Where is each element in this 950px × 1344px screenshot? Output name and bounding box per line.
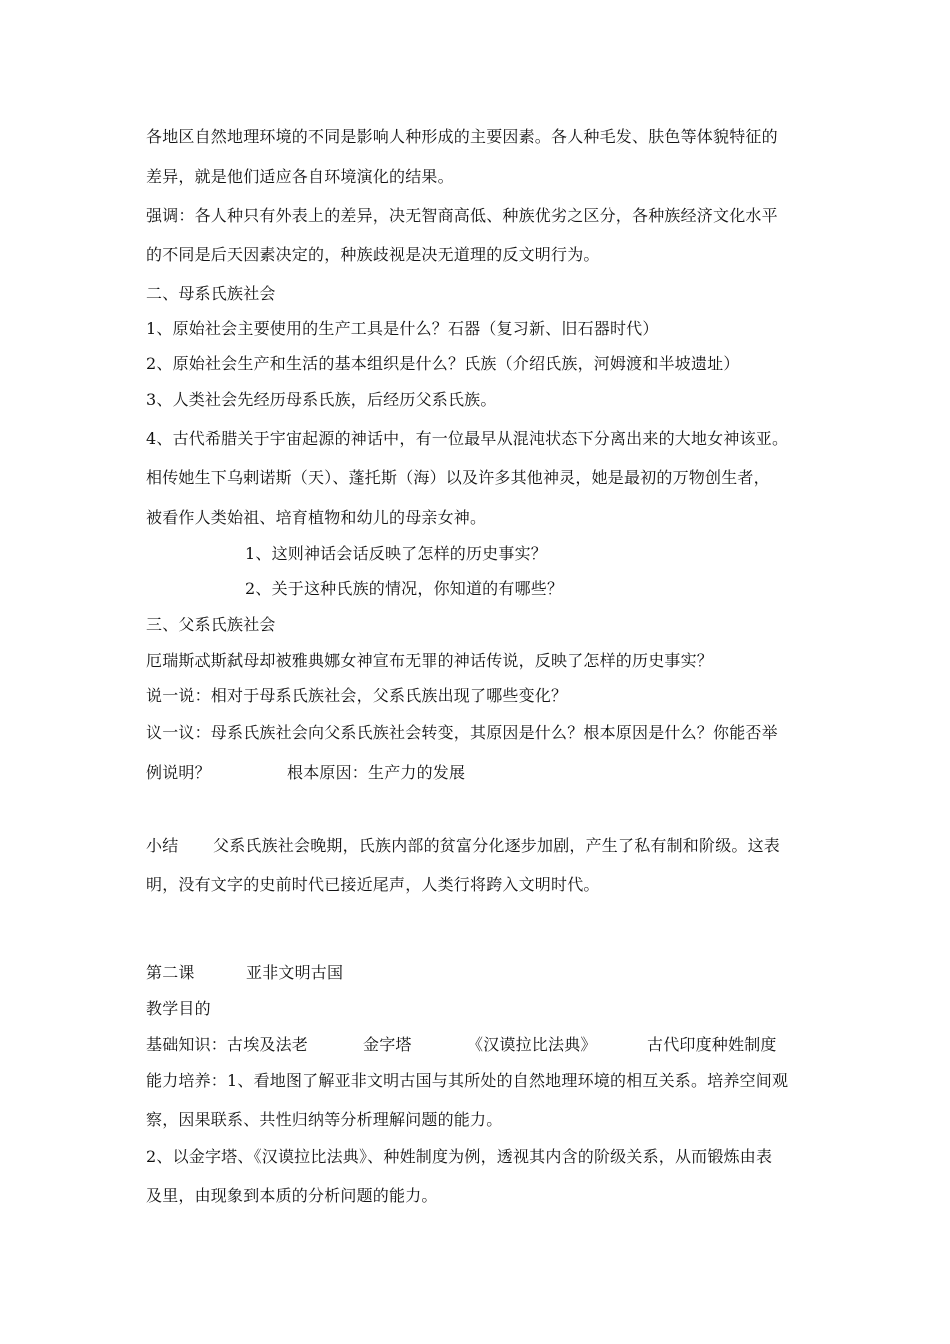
paragraph-line: 差异，就是他们适应各自环境演化的结果。 xyxy=(146,167,454,186)
lesson-number: 第二课 xyxy=(146,963,195,982)
section-heading: 二、母系氏族社会 xyxy=(146,284,276,303)
paragraph-line: 相传她生下乌剌诺斯（天）、蓬托斯（海）以及许多其他神灵，她是最初的万物创生者， xyxy=(146,468,770,487)
question-line: 1、原始社会主要使用的生产工具是什么？石器（复习新、旧石器时代） xyxy=(146,319,659,338)
paragraph-line: 察，因果联系、共性归纳等分析理解问题的能力。 xyxy=(146,1110,503,1129)
line-text: 基础知识：古埃及法老 xyxy=(146,1035,309,1054)
paragraph-line xyxy=(146,762,466,784)
sub-question: 2、关于这种氏族的情况，你知道的有哪些？ xyxy=(245,579,564,598)
paragraph-line: 2、以金字塔、《汉谟拉比法典》、种姓制度为例，透视其内含的阶级关系，从而锻炼由表 xyxy=(146,1147,773,1166)
paragraph-line: 的不同是后天因素决定的，种族歧视是决无道理的反文明行为。 xyxy=(146,245,600,264)
paragraph-line: 及里，由现象到本质的分析问题的能力。 xyxy=(146,1186,438,1205)
paragraph-line: 被看作人类始祖、培育植物和幼儿的母亲女神。 xyxy=(146,508,487,527)
root-cause-text: 根本原因：生产力的发展 xyxy=(287,763,466,782)
summary-text: 父系氏族社会晚期，氏族内部的贫富分化逐步加剧，产生了私有制和阶级。这表 xyxy=(213,836,781,855)
summary-line xyxy=(146,835,781,857)
sub-question: 1、这则神话会话反映了怎样的历史事实？ xyxy=(245,544,547,563)
paragraph-line: 各地区自然地理环境的不同是影响人种形成的主要因素。各人种毛发、肤色等体貌特征的 xyxy=(146,127,778,146)
paragraph-line: 议一议：母系氏族社会向父系氏族社会转变，其原因是什么？根本原因是什么？你能否举 xyxy=(146,723,778,742)
section-heading: 三、父系氏族社会 xyxy=(146,615,276,634)
line-text: 例说明？ xyxy=(146,763,211,782)
lesson-title xyxy=(146,962,344,984)
basic-knowledge-line xyxy=(146,1034,777,1056)
line-text: 金字塔 xyxy=(363,1035,412,1054)
summary-label: 小结 xyxy=(146,836,179,855)
paragraph-line: 厄瑞斯忒斯弑母却被雅典娜女神宣布无罪的神话传说，反映了怎样的历史事实？ xyxy=(146,651,714,670)
question-line: 3、人类社会先经历母系氏族，后经历父系氏族。 xyxy=(146,390,497,409)
paragraph-line: 说一说：相对于母系氏族社会，父系氏族出现了哪些变化？ xyxy=(146,686,568,705)
lesson-name: 亚非文明古国 xyxy=(246,963,344,982)
paragraph-line: 4、古代希腊关于宇宙起源的神话中，有一位最早从混沌状态下分离出来的大地女神该亚。 xyxy=(146,429,789,448)
line-text: 《汉谟拉比法典》 xyxy=(467,1035,597,1054)
question-line: 2、原始社会生产和生活的基本组织是什么？氏族（介绍氏族，河姆渡和半坡遗址） xyxy=(146,354,740,373)
paragraph-line: 明，没有文字的史前时代已接近尾声，人类行将跨入文明时代。 xyxy=(146,875,600,894)
line-text: 古代印度种姓制度 xyxy=(647,1035,777,1054)
paragraph-line: 强调：各人种只有外表上的差异，决无智商高低、种族优劣之区分，各种族经济文化水平 xyxy=(146,206,778,225)
section-heading: 教学目的 xyxy=(146,999,211,1018)
paragraph-line: 能力培养：1、看地图了解亚非文明古国与其所处的自然地理环境的相互关系。培养空间观 xyxy=(146,1071,789,1090)
